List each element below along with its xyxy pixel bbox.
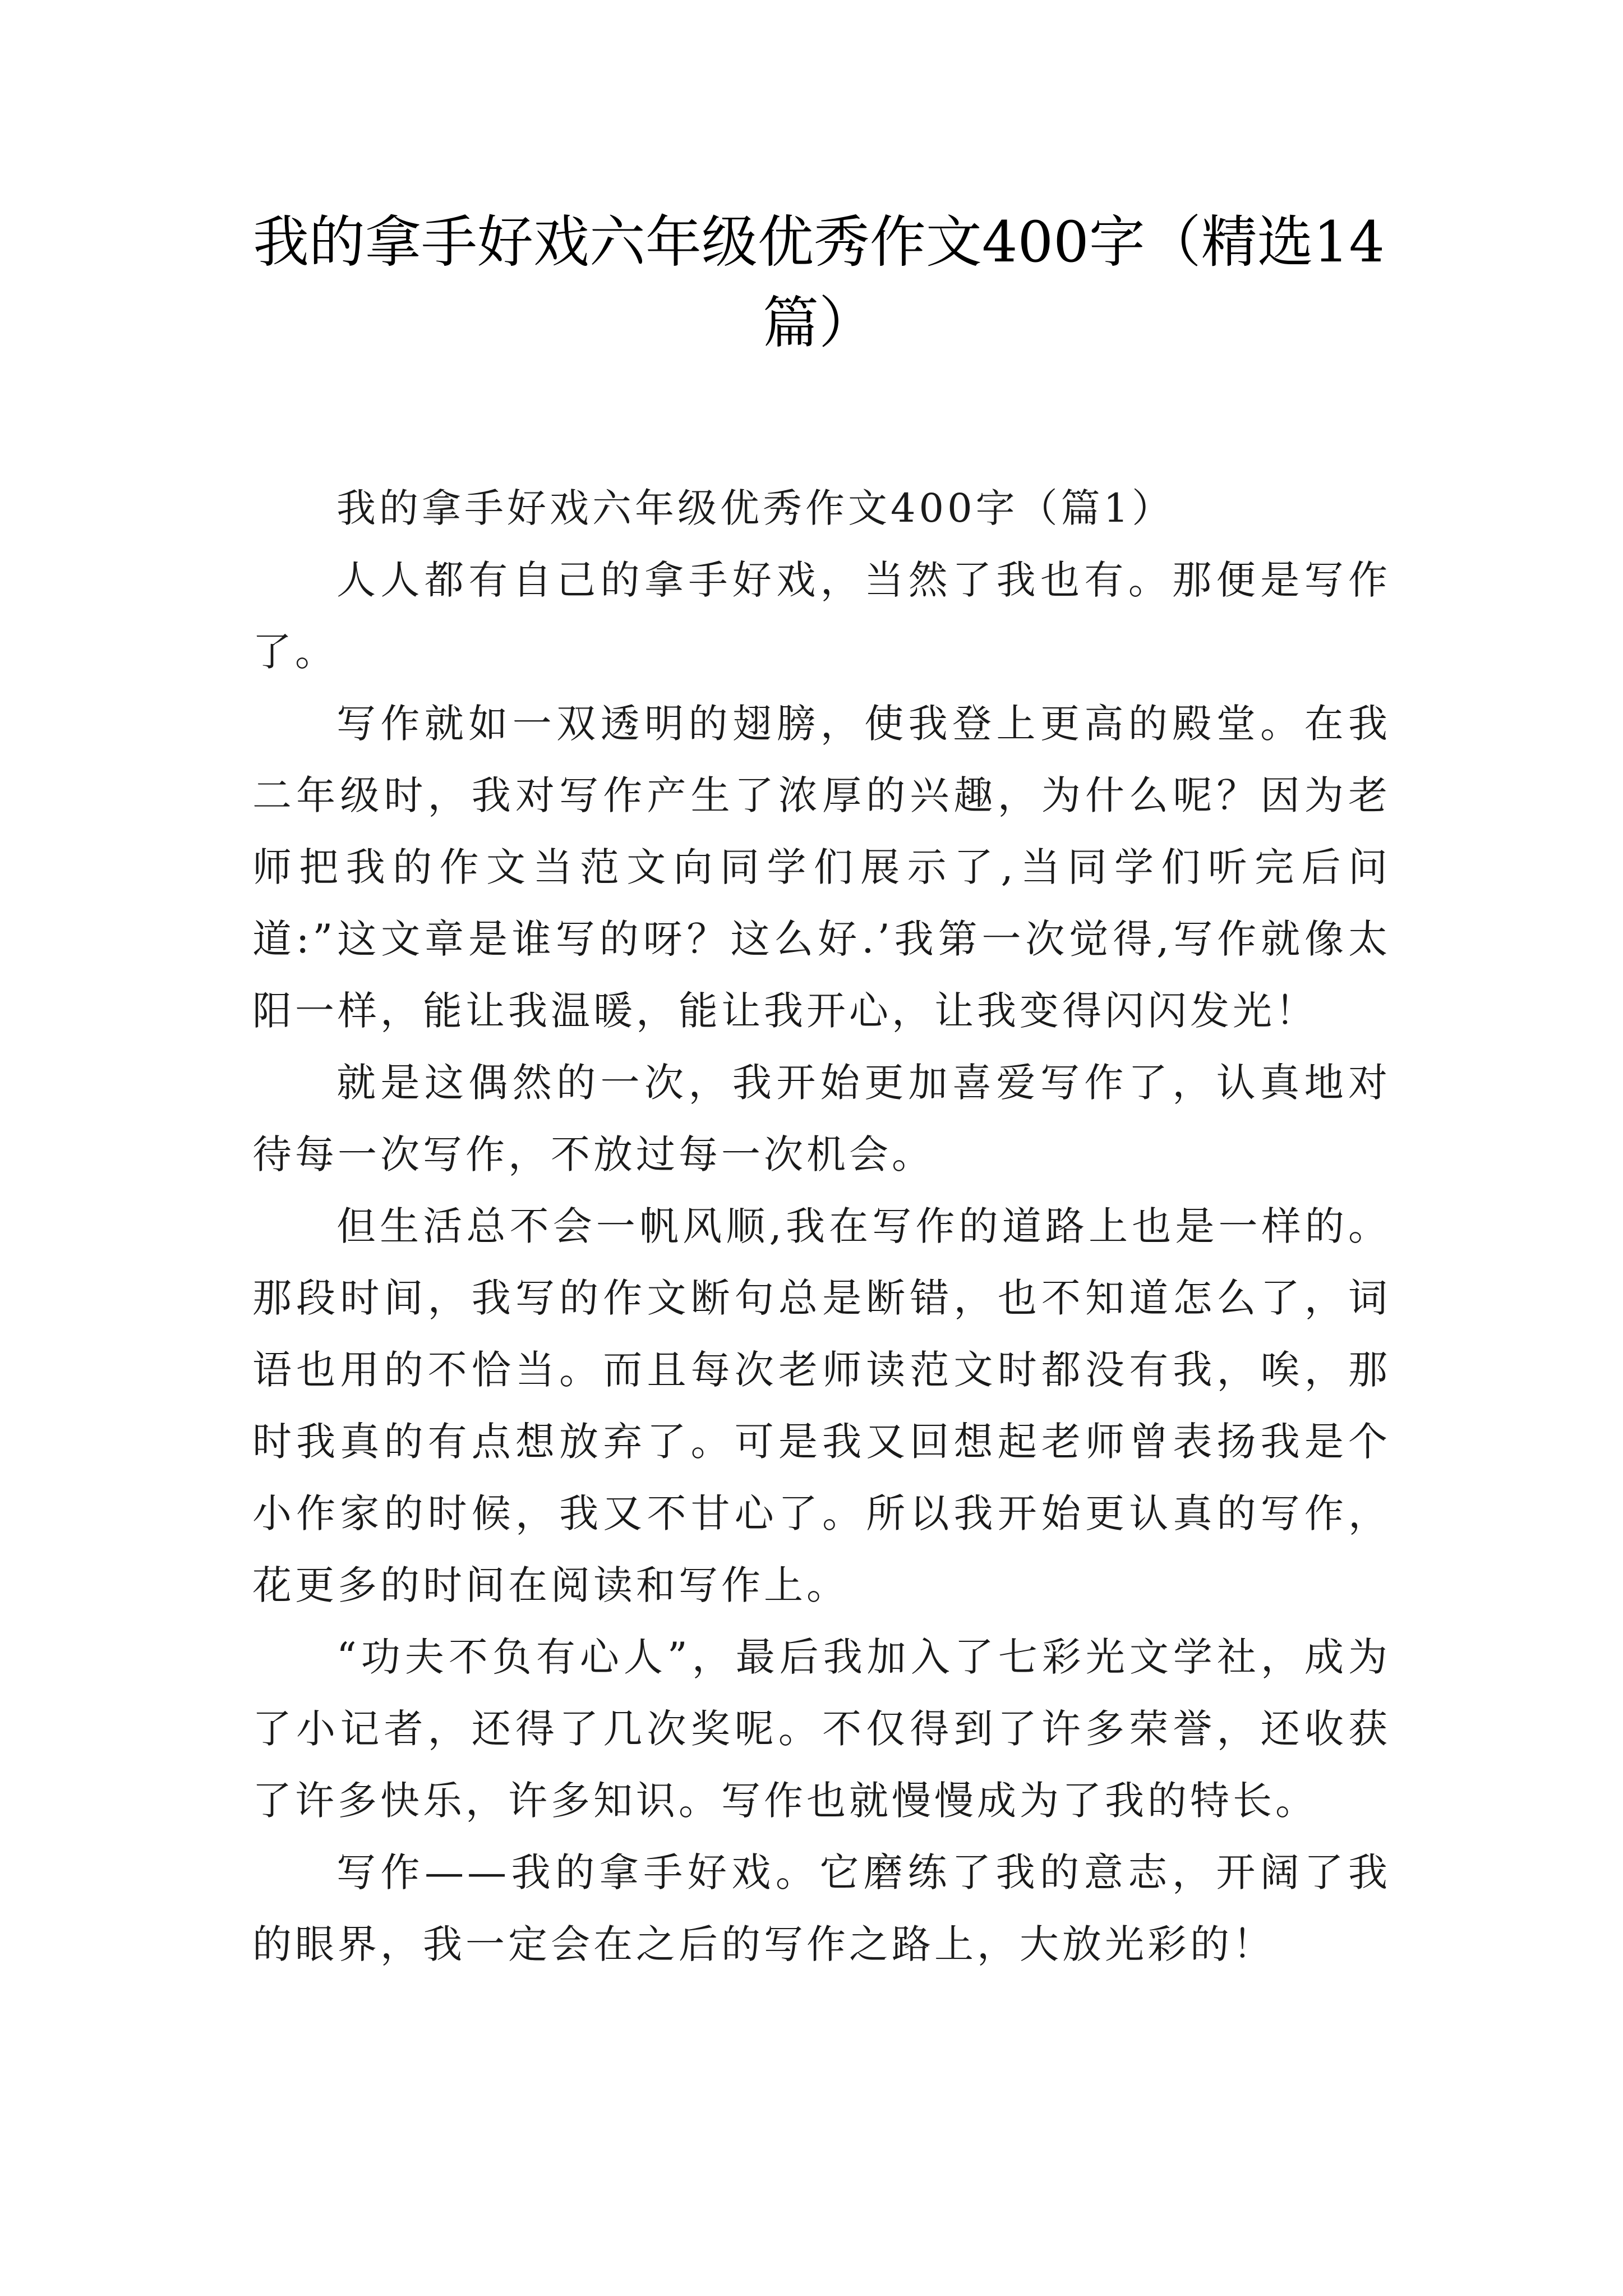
paragraph-6: 写作——我的拿手好戏。它磨练了我的意志，开阔了我的眼界，我一定会在之后的写作之路上，大放光彩的！ <box>252 1849 1391 1967</box>
paragraph-2: 写作就如一双透明的翅膀，使我登上更高的殿堂。在我二年级时，我对写作产生了浓厚的兴趣，为什么呢？因为老师把我的作文当范文向同学们展示了,当同学们听完后问道:”这文章是谁写的呀？这么好.’我第一次觉得,写作就像太阳一样，能让我温暖，能让我开心，让我变得闪闪发光！ <box>252 701 1391 1034</box>
paragraph-5: “功夫不负有心人”，最后我加入了七彩光文学社，成为了小记者，还得了几次奖呢。不仅得到了许多荣誉，还收获了许多快乐，许多知识。写作也就慢慢成为了我的特长。 <box>252 1634 1391 1824</box>
document-body <box>252 472 1391 1980</box>
paragraph-1: 人人都有自己的拿手好戏，当然了我也有。那便是写作了。 <box>252 557 1391 675</box>
paragraph-4: 但生活总不会一帆风顺,我在写作的道路上也是一样的。那段时间，我写的作文断句总是断错，也不知道怎么了，词语也用的不恰当。而且每次老师读范文时都没有我，唉，那时我真的有点想放弃了。可是我又回想起老师曾表扬我是个小作家的时候，我又不甘心了。所以我开始更认真的写作，花更多的时间在阅读和写作上。 <box>252 1203 1391 1608</box>
paragraph-3: 就是这偶然的一次，我开始更加喜爱写作了，认真地对待每一次写作，不放过每一次机会。 <box>252 1060 1391 1177</box>
document-title: 我的拿手好戏六年级优秀作文400字（精选14篇） <box>252 209 1385 356</box>
section-heading: 我的拿手好戏六年级优秀作文400字（篇1） <box>336 485 1175 531</box>
